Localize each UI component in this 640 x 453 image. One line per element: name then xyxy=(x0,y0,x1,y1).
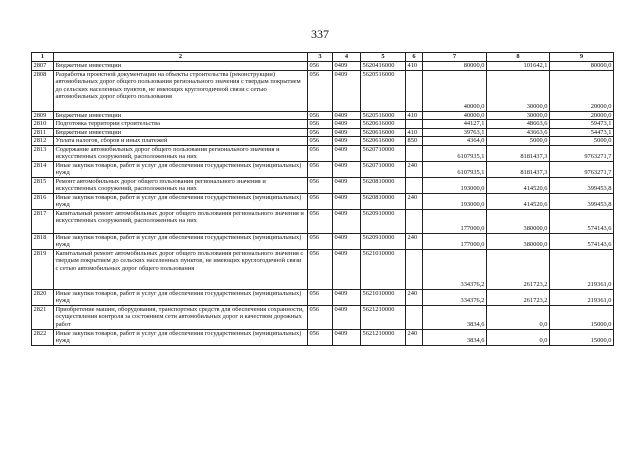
item-name-cell: Капитальный ремонт автомобильных дорог общего пользования регионального значения и искусственных сооружений, расположенных на них xyxy=(54,209,308,233)
target-article-cell: 5620810000 xyxy=(361,177,406,193)
table-row xyxy=(32,329,614,345)
page-number: 337 xyxy=(311,27,329,41)
amount-cell: 414520,6 xyxy=(487,177,550,193)
column-header: 6 xyxy=(406,53,423,62)
ministry-code-cell: 056 xyxy=(308,289,333,305)
section-code-cell: 0409 xyxy=(333,62,361,71)
section-code-cell: 0409 xyxy=(333,193,361,209)
column-header: 7 xyxy=(423,53,487,62)
table-row xyxy=(32,62,614,71)
expense-type-cell: 240 xyxy=(406,289,423,305)
ministry-code-cell: 056 xyxy=(308,62,333,71)
amount-cell: 6107935,1 xyxy=(423,161,487,177)
ministry-code-cell: 056 xyxy=(308,111,333,120)
target-article-cell: 5620516000 xyxy=(361,70,406,111)
section-code-cell: 0409 xyxy=(333,209,361,233)
item-name-cell: Бюджетные инвестиции xyxy=(54,128,308,137)
amount-cell: 574143,6 xyxy=(550,209,614,233)
amount-cell: 334376,2 xyxy=(423,289,487,305)
row-number-cell: 2809 xyxy=(32,111,54,120)
amount-cell: 261723,2 xyxy=(487,249,550,289)
item-name-cell: Иные закупки товаров, работ и услуг для обеспечения государственных (муниципальных) нужд xyxy=(54,161,308,177)
section-code-cell: 0409 xyxy=(333,128,361,137)
column-header: 4 xyxy=(333,53,361,62)
amount-cell: 5000,0 xyxy=(550,137,614,146)
row-number-cell: 2822 xyxy=(32,329,54,345)
column-header: 8 xyxy=(487,53,550,62)
target-article-cell: 5621010000 xyxy=(361,289,406,305)
amount-cell: 193000,0 xyxy=(423,177,487,193)
target-article-cell: 5621210000 xyxy=(361,305,406,329)
target-article-cell: 5620910000 xyxy=(361,209,406,233)
table-row xyxy=(32,111,614,120)
item-name-cell: Приобретение машин, оборудования, транспортных средств для обеспечения сохранности, осуществления контроля за состоянием сети автомобильных дорог и качеством дорожных работ xyxy=(54,305,308,329)
amount-cell: 80000,0 xyxy=(550,62,614,71)
amount-cell: 6107935,1 xyxy=(423,145,487,161)
table-row xyxy=(32,289,614,305)
column-header: 2 xyxy=(54,53,308,62)
ministry-code-cell: 056 xyxy=(308,329,333,345)
expense-type-cell: 410 xyxy=(406,111,423,120)
section-code-cell: 0409 xyxy=(333,145,361,161)
table-row xyxy=(32,161,614,177)
item-name-cell: Иные закупки товаров, работ и услуг для обеспечения государственных (муниципальных) нужд xyxy=(54,289,308,305)
target-article-cell: 5620910000 xyxy=(361,233,406,249)
amount-cell: 20000,0 xyxy=(550,111,614,120)
table-row xyxy=(32,120,614,129)
ministry-code-cell: 056 xyxy=(308,128,333,137)
amount-cell: 39763,1 xyxy=(423,128,487,137)
target-article-cell: 5620616000 xyxy=(361,120,406,129)
ministry-code-cell: 056 xyxy=(308,137,333,146)
column-header: 1 xyxy=(32,53,54,62)
ministry-code-cell: 056 xyxy=(308,161,333,177)
target-article-cell: 5621010000 xyxy=(361,249,406,289)
target-article-cell: 5620616000 xyxy=(361,128,406,137)
item-name-cell: Иные закупки товаров, работ и услуг для обеспечения государственных (муниципальных) нужд xyxy=(54,193,308,209)
table-row xyxy=(32,145,614,161)
amount-cell: 399453,8 xyxy=(550,193,614,209)
item-name-cell: Бюджетные инвестиции xyxy=(54,62,308,71)
ministry-code-cell: 056 xyxy=(308,70,333,111)
amount-cell: 20000,0 xyxy=(550,70,614,111)
item-name-cell: Уплата налогов, сборов и иных платежей xyxy=(54,137,308,146)
row-number-cell: 2815 xyxy=(32,177,54,193)
target-article-cell: 5620710000 xyxy=(361,145,406,161)
row-number-cell: 2811 xyxy=(32,128,54,137)
table-row xyxy=(32,137,614,146)
item-name-cell: Разработка проектной документации на объекты строительства (реконструкции) автомобильных дорог общего пользования регионального значения с твердым покрытием до сельских населенных пунктов, не имеющих круглогодичной связи с сетью автомобильных дорог общего пользования xyxy=(54,70,308,111)
amount-cell: 219361,0 xyxy=(550,249,614,289)
item-name-cell: Иные закупки товаров, работ и услуг для обеспечения государственных (муниципальных) нужд xyxy=(54,329,308,345)
section-code-cell: 0409 xyxy=(333,161,361,177)
amount-cell: 15000,0 xyxy=(550,305,614,329)
amount-cell: 177000,0 xyxy=(423,209,487,233)
amount-cell: 3834,6 xyxy=(423,329,487,345)
section-code-cell: 0409 xyxy=(333,70,361,111)
amount-cell: 8181437,3 xyxy=(487,161,550,177)
ministry-code-cell: 056 xyxy=(308,209,333,233)
ministry-code-cell: 056 xyxy=(308,233,333,249)
row-number-cell: 2807 xyxy=(32,62,54,71)
amount-cell: 8181437,3 xyxy=(487,145,550,161)
ministry-code-cell: 056 xyxy=(308,145,333,161)
target-article-cell: 5620710000 xyxy=(361,161,406,177)
amount-cell: 0,0 xyxy=(487,305,550,329)
ministry-code-cell: 056 xyxy=(308,177,333,193)
amount-cell: 4364,0 xyxy=(423,137,487,146)
budget-table xyxy=(31,52,614,346)
row-number-cell: 2817 xyxy=(32,209,54,233)
amount-cell: 414520,6 xyxy=(487,193,550,209)
table-row xyxy=(32,70,614,111)
amount-cell: 5000,0 xyxy=(487,137,550,146)
amount-cell: 261723,2 xyxy=(487,289,550,305)
expense-type-cell: 240 xyxy=(406,161,423,177)
expense-type-cell xyxy=(406,70,423,111)
expense-type-cell: 240 xyxy=(406,329,423,345)
expense-type-cell: 240 xyxy=(406,233,423,249)
table-row xyxy=(32,249,614,289)
row-number-cell: 2812 xyxy=(32,137,54,146)
amount-cell: 9763271,7 xyxy=(550,161,614,177)
row-number-cell: 2814 xyxy=(32,161,54,177)
section-code-cell: 0409 xyxy=(333,289,361,305)
amount-cell: 0,0 xyxy=(487,329,550,345)
table-row xyxy=(32,305,614,329)
column-header-row xyxy=(32,53,614,62)
amount-cell: 193000,0 xyxy=(423,193,487,209)
section-code-cell: 0409 xyxy=(333,137,361,146)
table-row xyxy=(32,177,614,193)
column-header: 3 xyxy=(308,53,333,62)
target-article-cell: 5620616000 xyxy=(361,137,406,146)
expense-type-cell xyxy=(406,120,423,129)
amount-cell: 40000,0 xyxy=(423,70,487,111)
amount-cell: 80000,0 xyxy=(423,62,487,71)
amount-cell: 3834,6 xyxy=(423,305,487,329)
amount-cell: 15000,0 xyxy=(550,329,614,345)
amount-cell: 9763271,7 xyxy=(550,145,614,161)
ministry-code-cell: 056 xyxy=(308,120,333,129)
section-code-cell: 0409 xyxy=(333,233,361,249)
row-number-cell: 2813 xyxy=(32,145,54,161)
amount-cell: 334376,2 xyxy=(423,249,487,289)
row-number-cell: 2808 xyxy=(32,70,54,111)
expense-type-cell xyxy=(406,145,423,161)
ministry-code-cell: 056 xyxy=(308,249,333,289)
column-header: 5 xyxy=(361,53,406,62)
column-header: 9 xyxy=(550,53,614,62)
item-name-cell: Бюджетные инвестиции xyxy=(54,111,308,120)
amount-cell: 380000,0 xyxy=(487,233,550,249)
section-code-cell: 0409 xyxy=(333,111,361,120)
amount-cell: 48663,6 xyxy=(487,120,550,129)
section-code-cell: 0409 xyxy=(333,249,361,289)
amount-cell: 574143,6 xyxy=(550,233,614,249)
amount-cell: 54473,1 xyxy=(550,128,614,137)
table-row xyxy=(32,128,614,137)
expense-type-cell: 240 xyxy=(406,193,423,209)
item-name-cell: Иные закупки товаров, работ и услуг для обеспечения государственных (муниципальных) нужд xyxy=(54,233,308,249)
item-name-cell: Подготовка территории строительства xyxy=(54,120,308,129)
expense-type-cell xyxy=(406,209,423,233)
row-number-cell: 2819 xyxy=(32,249,54,289)
table-row xyxy=(32,209,614,233)
amount-cell: 43663,6 xyxy=(487,128,550,137)
amount-cell: 59473,1 xyxy=(550,120,614,129)
expense-type-cell xyxy=(406,249,423,289)
item-name-cell: Содержание автомобильных дорог общего пользования регионального значения и искусственных сооружений, расположенных на них xyxy=(54,145,308,161)
amount-cell: 177000,0 xyxy=(423,233,487,249)
amount-cell: 30000,0 xyxy=(487,111,550,120)
row-number-cell: 2821 xyxy=(32,305,54,329)
expense-type-cell: 410 xyxy=(406,62,423,71)
expense-type-cell: 850 xyxy=(406,137,423,146)
item-name-cell: Капитальный ремонт автомобильных дорог общего пользования регионального значения с твердым покрытием до сельских населенных пунктов, не имеющих круглогодичной связи с сетью автомобильных дорог общего пользования xyxy=(54,249,308,289)
amount-cell: 44127,1 xyxy=(423,120,487,129)
expense-type-cell xyxy=(406,177,423,193)
amount-cell: 40000,0 xyxy=(423,111,487,120)
amount-cell: 101642,1 xyxy=(487,62,550,71)
item-name-cell: Ремонт автомобильных дорог общего пользования регионального значения и искусственных сооружений, расположенных на них xyxy=(54,177,308,193)
amount-cell: 219361,0 xyxy=(550,289,614,305)
ministry-code-cell: 056 xyxy=(308,305,333,329)
target-article-cell: 5621210000 xyxy=(361,329,406,345)
amount-cell: 399453,8 xyxy=(550,177,614,193)
table-body xyxy=(32,53,614,346)
row-number-cell: 2810 xyxy=(32,120,54,129)
ministry-code-cell: 056 xyxy=(308,193,333,209)
section-code-cell: 0409 xyxy=(333,177,361,193)
row-number-cell: 2818 xyxy=(32,233,54,249)
table-row xyxy=(32,233,614,249)
section-code-cell: 0409 xyxy=(333,305,361,329)
target-article-cell: 5620810000 xyxy=(361,193,406,209)
amount-cell: 380000,0 xyxy=(487,209,550,233)
table-row xyxy=(32,193,614,209)
amount-cell: 30000,0 xyxy=(487,70,550,111)
target-article-cell: 5620516000 xyxy=(361,111,406,120)
row-number-cell: 2816 xyxy=(32,193,54,209)
row-number-cell: 2820 xyxy=(32,289,54,305)
target-article-cell: 5620416000 xyxy=(361,62,406,71)
section-code-cell: 0409 xyxy=(333,120,361,129)
expense-type-cell xyxy=(406,305,423,329)
expense-type-cell: 410 xyxy=(406,128,423,137)
section-code-cell: 0409 xyxy=(333,329,361,345)
